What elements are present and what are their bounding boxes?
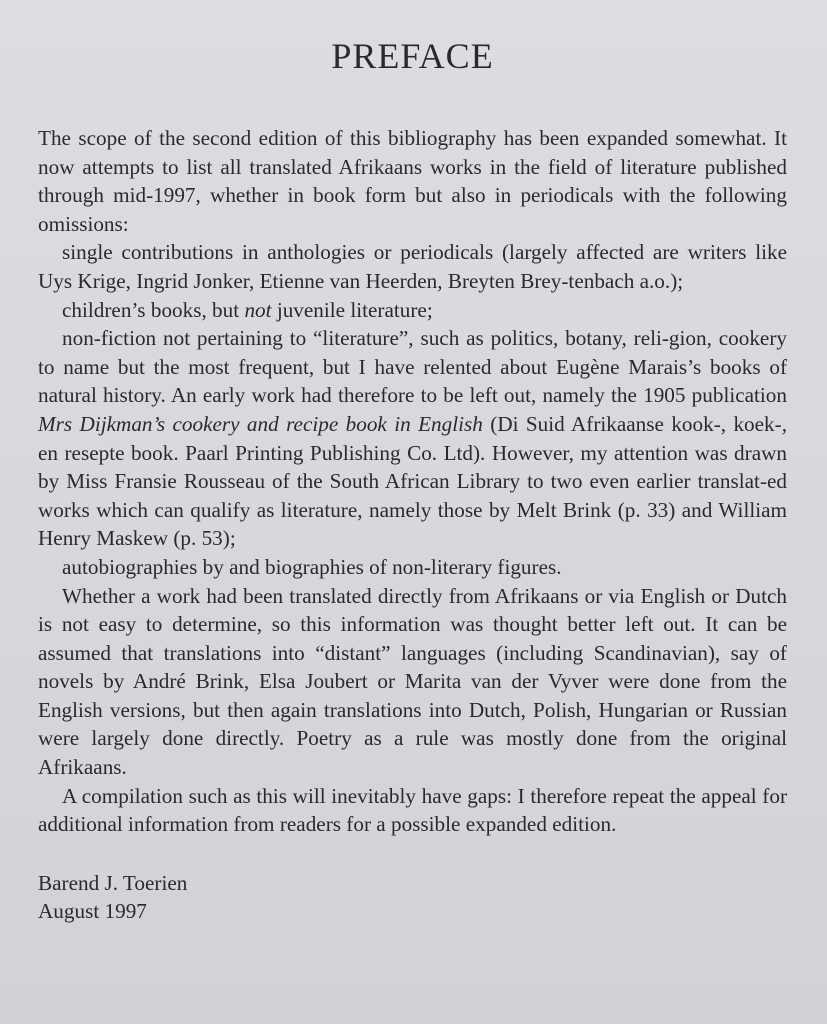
text-segment: non-fiction not pertaining to “literature”, such as politics, botany, reli-gion, cookery to name but the most frequent, but I have relented about Eugène Marais’s books of natural history. An early work had therefore to be left out, namely the 1905 publication (38, 326, 787, 408)
author-name: Barend J. Toerien (38, 870, 188, 895)
text-segment: juvenile literature; (271, 297, 433, 322)
page-title: PREFACE (331, 36, 494, 76)
text-segment: (Di Suid Afrikaanse kook-, koek-, en resepte book. Paarl Printing Publishing Co. Ltd). However, my attention was drawn by Miss Fransie Rousseau of the South African Library to two even earlier translat-ed works which can qualify as literature, namely those by Melt Brink (p. 33) and William Henry Maskew (p. 53); (38, 411, 787, 551)
emphasis-text: not (244, 297, 272, 322)
signature-date: August 1997 (38, 899, 147, 924)
text-segment: children’s books, but (62, 297, 245, 322)
preface-body (38, 124, 787, 839)
paragraph-omission-childrens-books (38, 296, 787, 325)
paragraph-omission-non-fiction (38, 324, 787, 553)
paragraph-omission-anthologies: single contributions in anthologies or periodicals (largely affected are writers like Uys Krige, Ingrid Jonker, Etienne van Heerden, Breyten Brey-tenbach a.o.); (38, 240, 787, 293)
signature-block (38, 869, 787, 926)
paragraph-appeal: A compilation such as this will inevitably have gaps: I therefore repeat the appeal for additional information from readers for a possible expanded edition. (38, 783, 787, 837)
book-title-italic: Mrs Dijkman’s cookery and recipe book in English (38, 411, 483, 436)
paragraph-translation-source: Whether a work had been translated directly from Afrikaans or via English or Dutch is not easy to determine, so this information was thought better left out. It can be assumed that translations into “distant” languages (including Scandinavian), say of novels by André Brink, Elsa Joubert or Marita van der Vyver were done from the English versions, but then again translations into Dutch, Polish, Hungarian or Russian were largely done directly. Poetry as a rule was mostly done from the original Afrikaans. (38, 583, 787, 780)
paragraph-scope: The scope of the second edition of this bibliography has been expanded somewhat. It now attempts to list all translated Afrikaans works in the field of literature published through mid-1997, whether in book form but also in periodicals with the following omissions: (38, 126, 787, 236)
paragraph-omission-autobiographies: autobiographies by and biographies of non-literary figures. (62, 554, 562, 579)
